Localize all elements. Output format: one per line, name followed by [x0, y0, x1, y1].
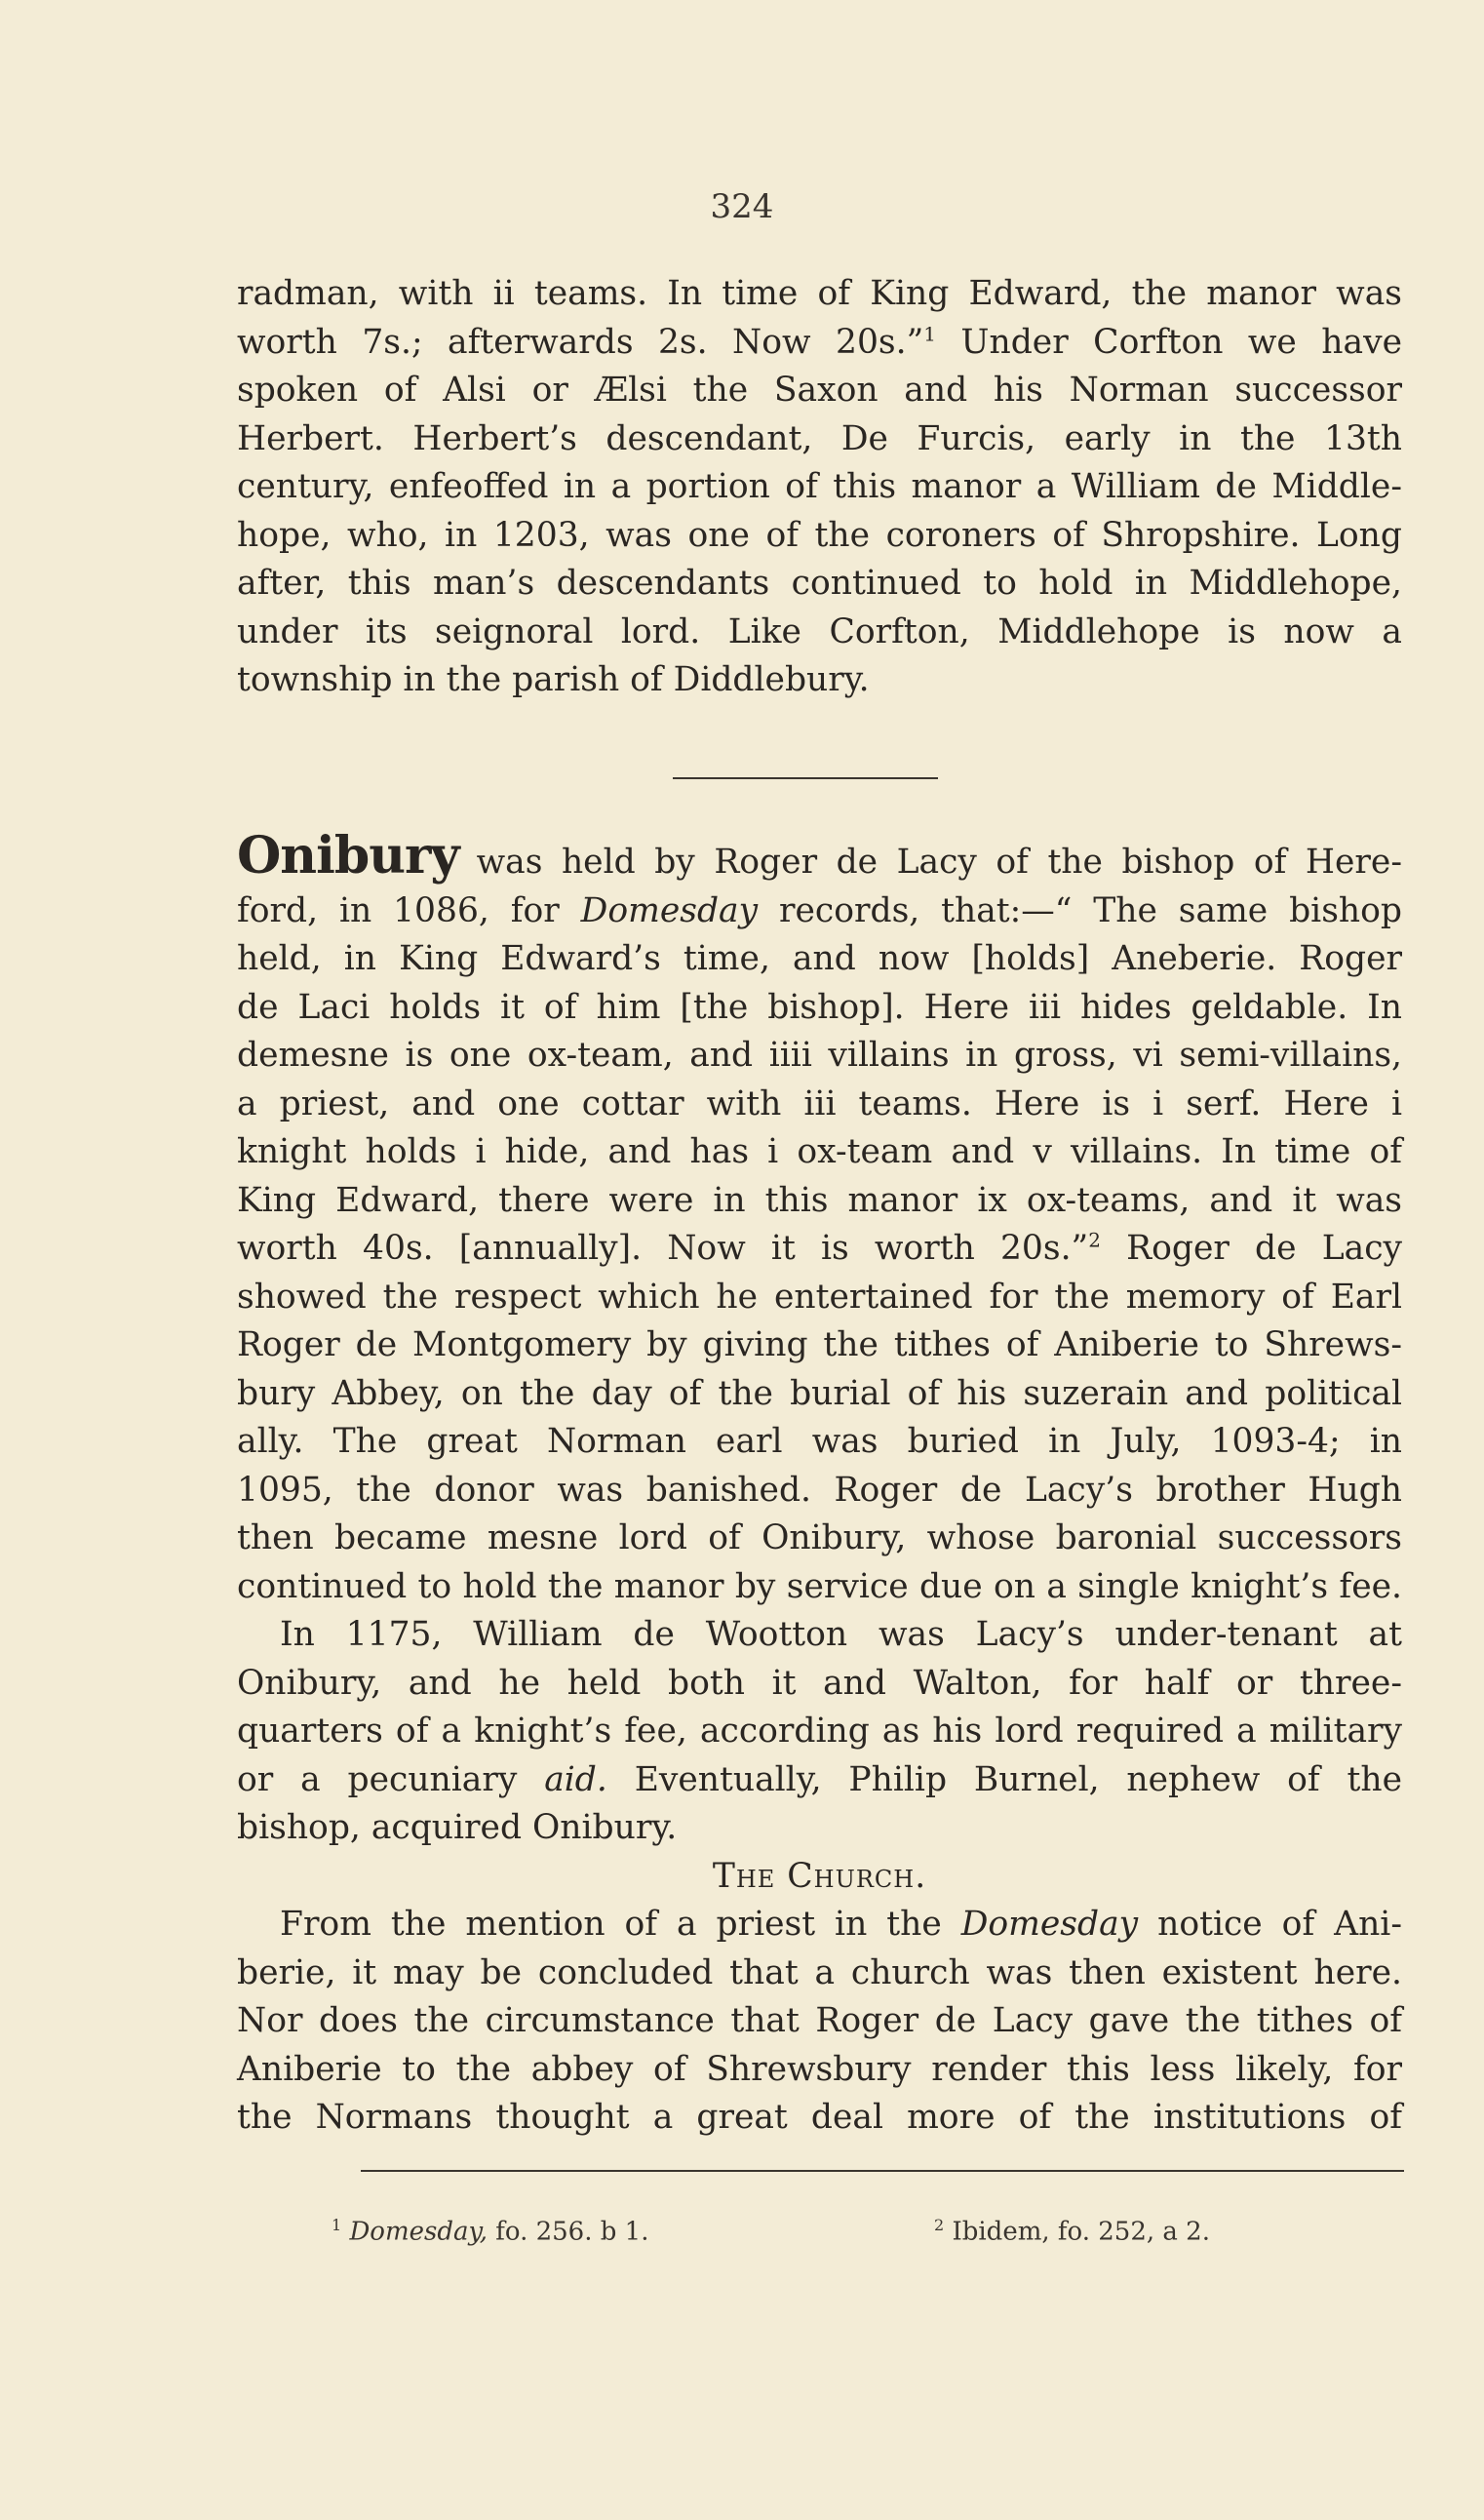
text-line: after, this man’s descendants continued to hold in Middlehope, — [237, 564, 1402, 603]
text-line: Herbert. Herbert’s descendant, De Furcis, early in the 13th — [237, 418, 1402, 458]
text-line: continued to hold the manor by service due on a single knight’s fee. — [237, 1566, 1402, 1606]
footnote-italic: Domesday, — [349, 2217, 488, 2247]
text-fragment: notice of Ani- — [1157, 1905, 1402, 1944]
italic-title: Domesday — [580, 890, 759, 930]
italic-title: Domesday — [960, 1905, 1139, 1944]
text-fragment: ford, in 1086, for — [237, 890, 560, 930]
footnote-text: Ibidem, fo. 252, a 2. — [952, 2217, 1210, 2247]
footnote-mark: 1 — [332, 2216, 342, 2234]
text-line: bury Abbey, on the day of the burial of his suzerain and political — [237, 1373, 1402, 1413]
page-number: 324 — [710, 187, 774, 226]
text-line: bishop, acquired Onibury. — [237, 1808, 678, 1847]
footnote-1 — [332, 2216, 648, 2247]
text-line: showed the respect which he entertained for the memory of Earl — [237, 1277, 1402, 1317]
text-line — [237, 1901, 1402, 1949]
text-line: then became mesne lord of Onibury, whose baronial successors — [237, 1518, 1402, 1557]
onibury-blackletter-heading: Onibury — [237, 826, 459, 886]
text-line: 1095, the donor was banished. Roger de Lacy’s brother Hugh — [237, 1470, 1402, 1510]
text-fragment: or a pecuniary — [237, 1759, 518, 1799]
paragraph-onibury — [237, 826, 1403, 2143]
text-line: Aniberie to the abbey of Shrewsbury render this less likely, for — [237, 2049, 1402, 2089]
section-divider — [673, 777, 938, 779]
text-line — [237, 1756, 1402, 1805]
text-line: knight holds i hide, and has i ox-team and v villains. In time of — [237, 1132, 1402, 1171]
text-line: held, in King Edward’s time, and now [holds] Aneberie. Roger — [237, 939, 1402, 978]
text-line: In 1175, William de Wootton was Lacy’s under-tenant at — [280, 1615, 1402, 1654]
text-line: King Edward, there were in this manor ix ox-teams, and it was — [237, 1180, 1402, 1220]
text-line — [237, 887, 1402, 936]
text-line: demesne is one ox-team, and iiii villains in gross, vi semi-villains, — [237, 1036, 1402, 1075]
text-line — [237, 1225, 1402, 1274]
text-line: the Normans thought a great deal more of the institutions of — [237, 2098, 1402, 2137]
italic-word: aid. — [544, 1759, 607, 1799]
text-line: Onibury, and he held both it and Walton, for half or three- — [237, 1663, 1402, 1703]
footnote-text: fo. 256. b 1. — [495, 2217, 649, 2247]
text-fragment: records, that:—“ The same bishop — [778, 890, 1402, 930]
footnote-ref-1: 1 — [923, 322, 936, 345]
text-line — [237, 319, 1402, 368]
text-line: Roger de Montgomery by giving the tithes of Aniberie to Shrews- — [237, 1325, 1402, 1364]
text-line: a priest, and one cottar with iii teams. Here is i serf. Here i — [237, 1083, 1402, 1123]
text-line: under its seignoral lord. Like Corfton, Middlehope is now a — [237, 611, 1402, 651]
text-line — [237, 826, 1402, 887]
text-fragment: Eventually, Philip Burnel, nephew of the — [634, 1759, 1402, 1799]
footnote-2 — [934, 2216, 1210, 2247]
paragraph-middlehope — [237, 270, 1402, 705]
text-line: ally. The great Norman earl was buried in July, 1093-4; in — [237, 1422, 1402, 1461]
text-fragment: Under Corfton we have — [960, 322, 1403, 362]
text-fragment: worth 40s. [annually]. Now it is worth 20s.” — [237, 1229, 1089, 1268]
footnote-mark: 2 — [934, 2216, 945, 2234]
text-fragment: worth 7s.; afterwards 2s. Now 20s.” — [237, 322, 924, 362]
section-heading-the-church: The Church. — [712, 1856, 927, 1896]
text-fragment: From the mention of a priest in the — [280, 1905, 942, 1944]
text-line: berie, it may be concluded that a church was then existent here. — [237, 1952, 1402, 1992]
text-line: spoken of Alsi or Ælsi the Saxon and his Norman successor — [237, 371, 1402, 410]
text-line: century, enfeoffed in a portion of this manor a William de Middle- — [237, 467, 1402, 506]
footnote-rule — [361, 2170, 1404, 2172]
text-line: hope, who, in 1203, was one of the coroners of Shropshire. Long — [237, 515, 1402, 555]
text-line: Nor does the circumstance that Roger de Lacy gave the tithes of — [237, 2001, 1402, 2040]
text-line: quarters of a knight’s fee, according as his lord required a military — [237, 1712, 1402, 1751]
text-line: radman, with ii teams. In time of King Edward, the manor was — [237, 274, 1402, 313]
footnote-ref-2: 2 — [1088, 1228, 1101, 1252]
text-line: township in the parish of Diddlebury. — [237, 660, 870, 699]
text-fragment: was held by Roger de Lacy of the bishop of Here- — [476, 843, 1402, 882]
text-line: de Laci holds it of him [the bishop]. Here iii hides geldable. In — [237, 987, 1402, 1027]
text-fragment: Roger de Lacy — [1126, 1229, 1403, 1268]
